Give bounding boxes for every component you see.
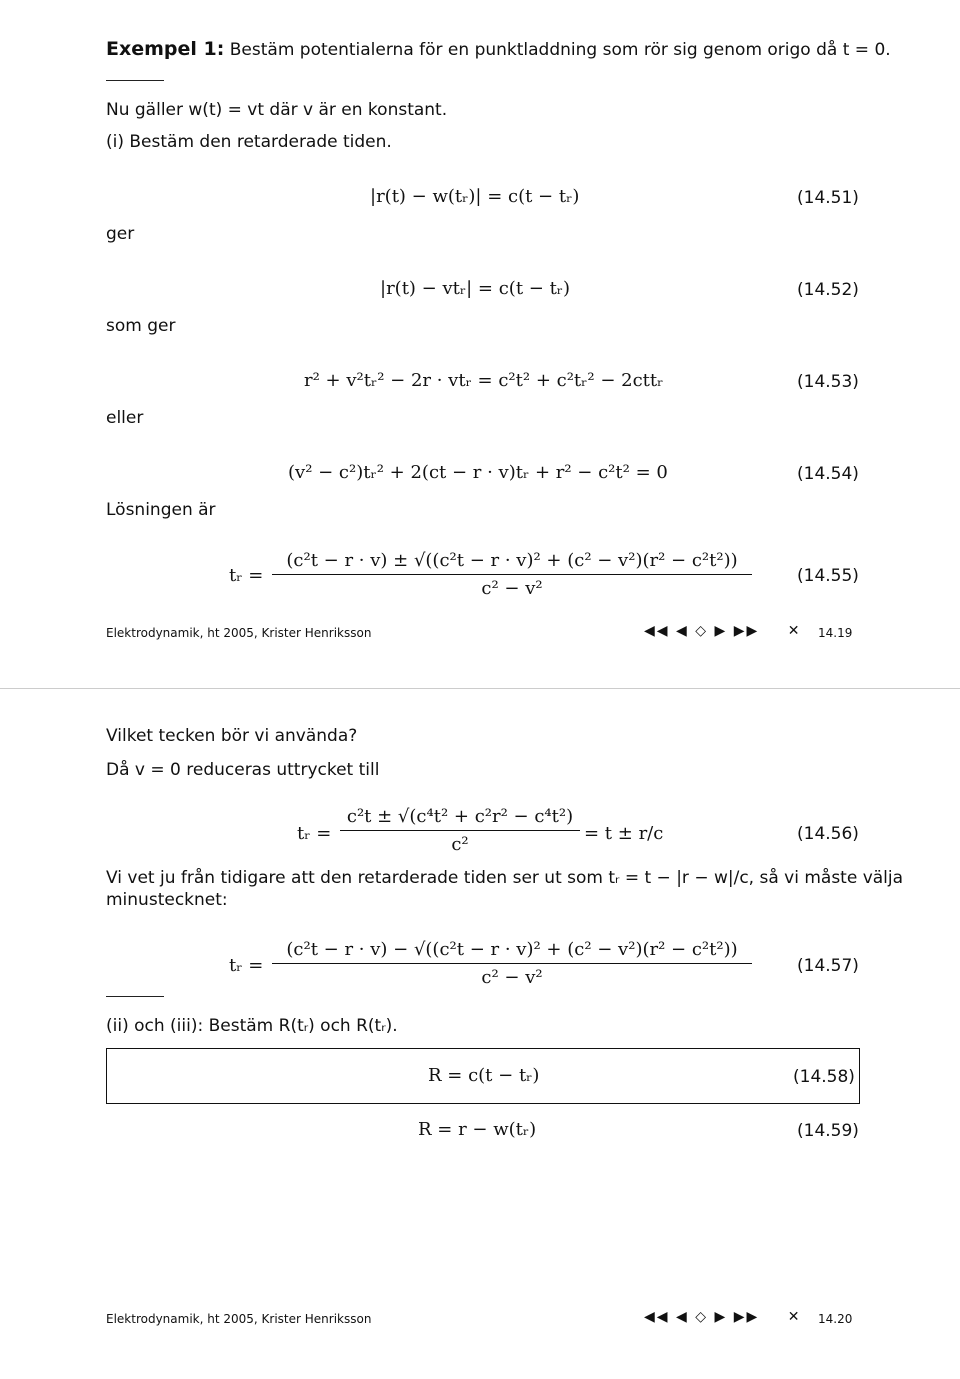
fraction-denominator: c² − v²	[481, 967, 543, 988]
footer-page: 14.20	[818, 1312, 853, 1326]
diamond-icon[interactable]: ◇	[695, 623, 709, 639]
footer-text: Elektrodynamik, ht 2005, Krister Henriksson	[106, 626, 372, 640]
slide1-title-rest: Bestäm potentialerna för en punktladdning som rör sig genom origo då t = 0.	[224, 40, 891, 60]
equation-14-56-fraction	[340, 806, 580, 855]
fraction-bar	[340, 830, 580, 831]
equation-14-58: R = c(t − tᵣ)	[428, 1065, 540, 1086]
fraction-denominator: c² − v²	[481, 578, 543, 599]
equation-14-53: r² + v²tᵣ² − 2r · vtᵣ = c²t² + c²tᵣ² − 2cttᵣ	[304, 370, 664, 391]
slide1-line1: Nu gäller w(t) = vt där v är en konstant.	[106, 100, 448, 120]
short-rule	[106, 996, 164, 997]
equation-number: (14.59)	[797, 1121, 859, 1141]
equation-14-52: |r(t) − vtᵣ| = c(t − tᵣ)	[380, 278, 571, 299]
equation-number: (14.53)	[797, 372, 859, 392]
equation-14-54: (v² − c²)tᵣ² + 2(ct − r · v)tᵣ + r² − c²t² = 0	[288, 462, 668, 483]
close-icon[interactable]: ✕	[787, 1309, 802, 1325]
nav-bar	[644, 1309, 801, 1325]
prev-icon[interactable]: ◀	[676, 623, 689, 639]
equation-number: (14.57)	[797, 956, 859, 976]
equation-14-55-fraction	[272, 550, 752, 599]
prev-icon[interactable]: ◀	[676, 1309, 689, 1325]
fraction-numerator: (c²t − r · v) ± √((c²t − r · v)² + (c² − v²)(r² − c²t²))	[286, 550, 738, 571]
last-icon[interactable]: ▶▶	[733, 623, 760, 639]
equation-14-51: |r(t) − w(tᵣ)| = c(t − tᵣ)	[370, 186, 580, 207]
fraction-bar	[272, 574, 752, 575]
label-losningen: Lösningen är	[106, 500, 216, 520]
equation-14-59: R = r − w(tᵣ)	[418, 1119, 537, 1140]
first-icon[interactable]: ◀◀	[644, 623, 670, 639]
label-ger: ger	[106, 224, 135, 244]
fraction-numerator: c²t ± √(c⁴t² + c²r² − c⁴t²)	[346, 806, 574, 827]
slide2-line1: Vilket tecken bör vi använda?	[106, 726, 358, 746]
footer-text: Elektrodynamik, ht 2005, Krister Henriksson	[106, 1312, 372, 1326]
equation-14-55-lhs: tᵣ =	[229, 565, 264, 586]
first-icon[interactable]: ◀◀	[644, 1309, 670, 1325]
next-icon[interactable]: ▶	[714, 1309, 728, 1325]
close-icon[interactable]: ✕	[787, 623, 802, 639]
equation-number: (14.56)	[797, 824, 859, 844]
next-icon[interactable]: ▶	[714, 623, 728, 639]
label-eller: eller	[106, 408, 144, 428]
equation-14-56-rhs: = t ± r/c	[584, 823, 664, 844]
short-rule	[106, 80, 164, 81]
label-som-ger: som ger	[106, 316, 176, 336]
fraction-bar	[272, 963, 752, 964]
fraction-denominator: c²	[451, 834, 469, 855]
equation-number: (14.51)	[797, 188, 859, 208]
fraction-numerator: (c²t − r · v) − √((c²t − r · v)² + (c² − v²)(r² − c²t²))	[286, 939, 738, 960]
slide-divider	[0, 688, 960, 689]
equation-number: (14.55)	[797, 566, 859, 586]
slide2-line5: (ii) och (iii): Bestäm R(tᵣ) och R(tᵣ).	[106, 1016, 398, 1036]
last-icon[interactable]: ▶▶	[733, 1309, 760, 1325]
slide1-line2: (i) Bestäm den retarderade tiden.	[106, 132, 392, 152]
slide1-title	[106, 38, 891, 60]
diamond-icon[interactable]: ◇	[695, 1309, 709, 1325]
footer-page: 14.19	[818, 626, 853, 640]
slide2-line4: minustecknet:	[106, 890, 228, 910]
slide2-line2: Då v = 0 reduceras uttrycket till	[106, 760, 380, 780]
nav-bar	[644, 623, 801, 639]
equation-number: (14.52)	[797, 280, 859, 300]
slide2-line3: Vi vet ju från tidigare att den retarderade tiden ser ut som tᵣ = t − |r − w|/c, så vi måste välja	[106, 868, 904, 888]
equation-14-57-lhs: tᵣ =	[229, 955, 264, 976]
equation-number: (14.54)	[797, 464, 859, 484]
equation-number: (14.58)	[793, 1067, 855, 1087]
equation-14-57-fraction	[272, 939, 752, 988]
slide1-title-bold: Exempel 1:	[106, 38, 225, 60]
equation-14-56-lhs: tᵣ =	[297, 823, 332, 844]
